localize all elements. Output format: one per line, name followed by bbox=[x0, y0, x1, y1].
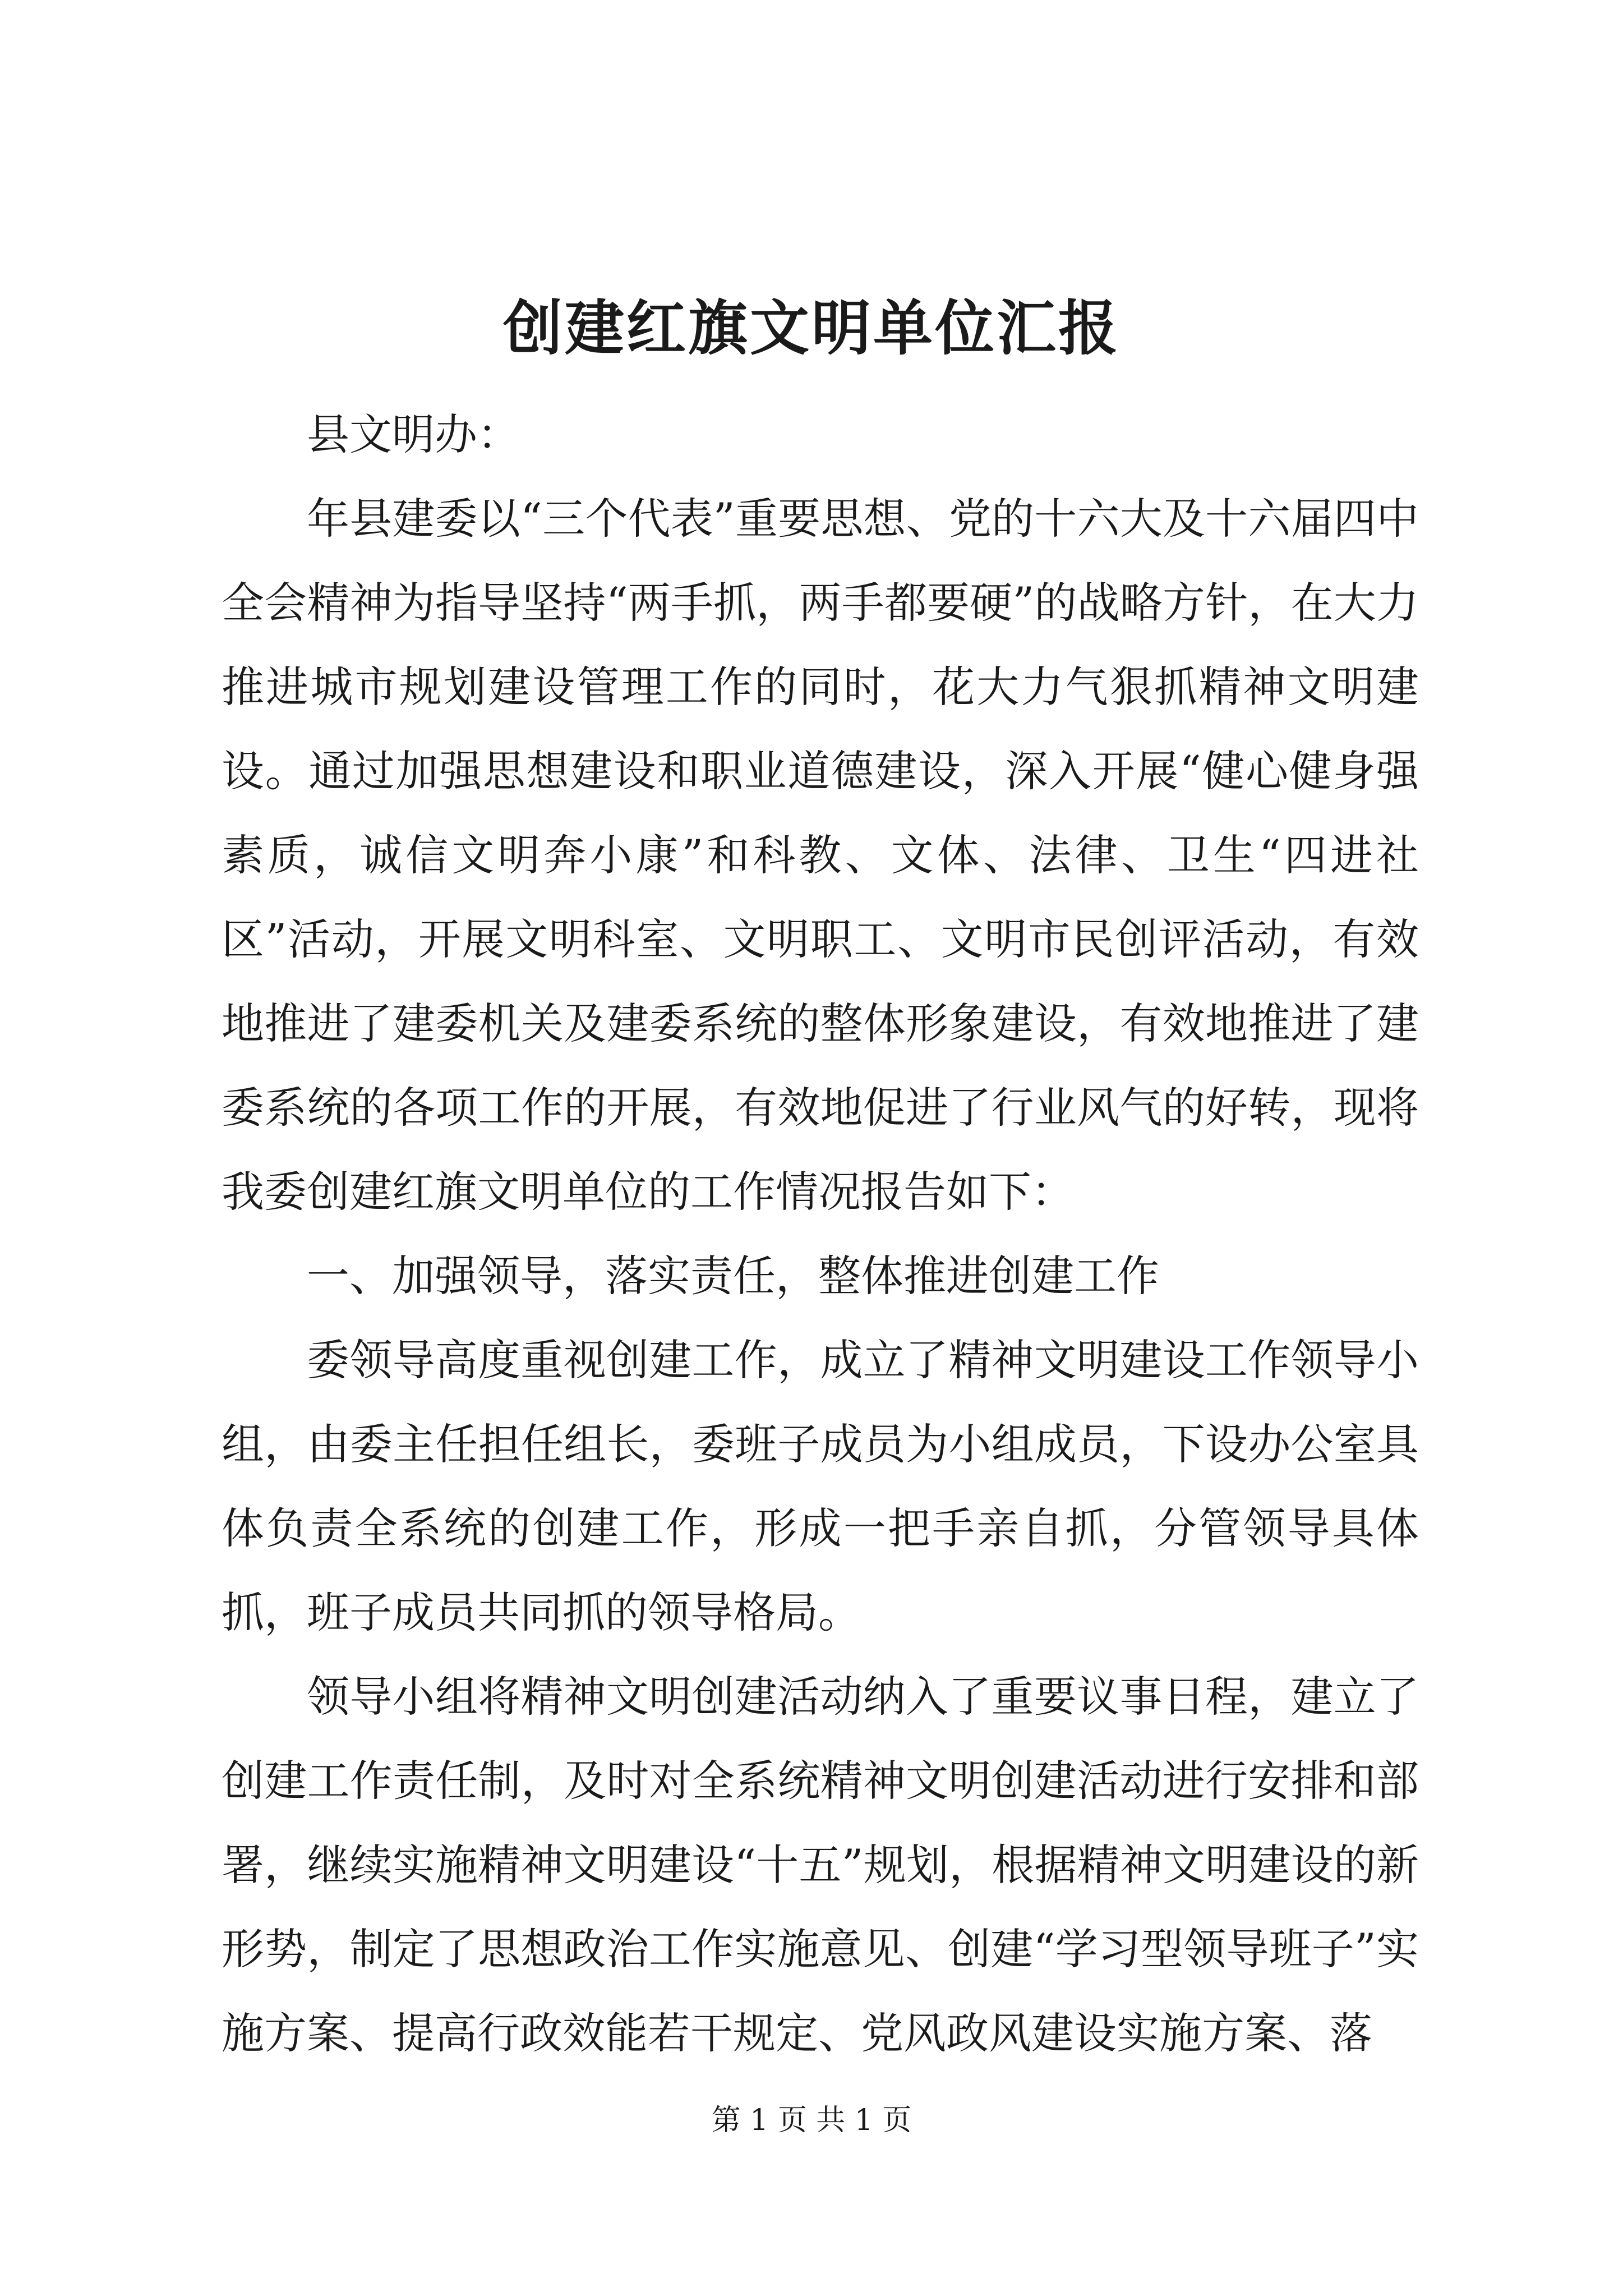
salutation: 县文明办： bbox=[307, 409, 520, 459]
section-heading: 一、加强领导，落实责任，整体推进创建工作 bbox=[307, 1251, 1159, 1301]
document-title: 创建红旗文明单位汇报 bbox=[503, 293, 1120, 363]
paragraph-leadership: 委领导高度重视创建工作，成立了精神文明建设工作领导小组，由委主任担任组长，委班子成员为小组成员，下设办公室具体负责全系统的创建工作，形成一把手亲自抓，分管领导具体抓，班子成员共同抓的领导格局。 bbox=[222, 1335, 1419, 1637]
page-footer: 第 1 页 共 1 页 bbox=[711, 2104, 912, 2137]
paragraph-responsibility: 领导小组将精神文明创建活动纳入了重要议事日程，建立了创建工作责任制，及时对全系统精神文明创建活动进行安排和部署，继续实施精神文明建设“十五”规划，根据精神文明建设的新形势，制定了思想政治工作实施意见、创建“学习型领导班子”实施方案、提高行政效能若干规定、党风政风建设实施方案、落 bbox=[222, 1672, 1419, 2058]
paragraph-intro: 年县建委以“三个代表”重要思想、党的十六大及十六届四中全会精神为指导坚持“两手抓，两手都要硬”的战略方针，在大力推进城市规划建设管理工作的同时，花大力气狠抓精神文明建设。通过加强思想建设和职业道德建设，深入开展“健心健身强素质，诚信文明奔小康”和科教、文体、法律、卫生“四进社区”活动，开展文明科室、文明职工、文明市民创评活动，有效地推进了建委机关及建委系统的整体形象建设，有效地推进了建委系统的各项工作的开展，有效地促进了行业风气的好转，现将我委创建红旗文明单位的工作情况报告如下： bbox=[222, 494, 1419, 1217]
document-body bbox=[222, 393, 1419, 2076]
